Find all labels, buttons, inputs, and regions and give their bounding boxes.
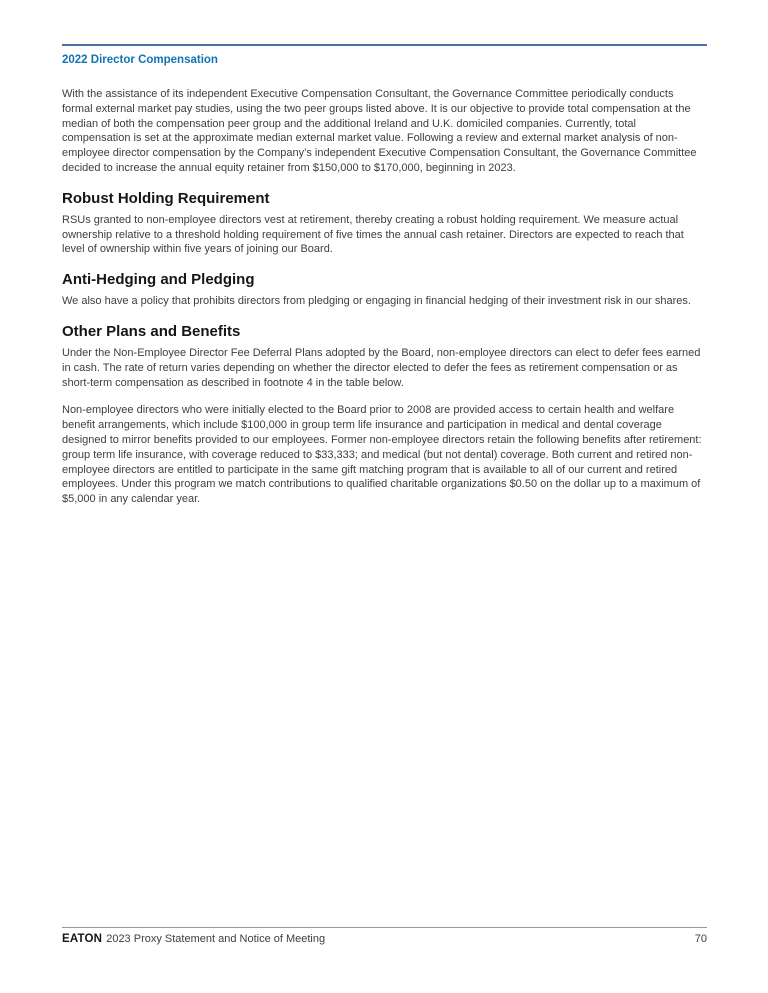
page-footer <box>62 927 707 945</box>
section-heading-robust-holding-requirement: Robust Holding Requirement <box>62 189 270 207</box>
footer-rule <box>62 927 707 928</box>
footer-page-number: 70 <box>694 933 707 945</box>
section-paragraph: We also have a policy that prohibits directors from pledging or engaging in financial hedging of their investment risk in our shares. <box>62 295 691 308</box>
section-paragraph: Under the Non-Employee Director Fee Deferral Plans adopted by the Board, non-employee directors can elect to defer fees earned in cash. The rate of return varies depending on whether the director elected to defer the fees as retirement compensation or as short-term compensation as described in footnote 4 in the table below. <box>62 346 701 389</box>
section-heading-anti-hedging-and-pledging: Anti-Hedging and Pledging <box>62 271 255 289</box>
footer-brand: EATON <box>62 933 103 945</box>
footer-doc-title: 2023 Proxy Statement and Notice of Meeting <box>106 933 326 945</box>
header-rule <box>62 44 707 46</box>
page-content <box>62 44 707 507</box>
intro-paragraph: With the assistance of its independent Executive Compensation Consultant, the Governance Committee periodically conducts formal external market pay studies, using the two peer groups listed above. It is our objective to provide total compensation at the median of both the compensation peer group and the additional Ireland and U.K. domiciled companies. Currently, total compensation is set at the approximate median external market value. Following a review and external market analysis of non-employee director compensation by the Company’s independent Executive Compensation Consultant, the Governance Committee decided to increase the annual equity retainer from $150,000 to $170,000, beginning in 2023. <box>62 88 697 174</box>
section-paragraph: Non-employee directors who were initially elected to the Board prior to 2008 are provided access to certain health and welfare benefit arrangements, which include $100,000 in group term life insurance and participation in medical and dental coverage designed to mirror benefits provided to our employees. Former non-employee directors retain the following benefits after retirement: group term life insurance, with coverage reduced to $33,333; and medical (but not dental) coverage. Both current and retired non-employee directors are entitled to participate in the same gift matching program that is available to all of our current and retired employees. Under this program we match contributions to qualified charitable organizations $0.50 on the dollar up to a maximum of $5,000 in any calendar year. <box>62 404 702 506</box>
page-section-title: 2022 Director Compensation <box>62 54 218 66</box>
footer-line <box>62 933 707 945</box>
footer-left <box>62 933 325 945</box>
section-paragraph: RSUs granted to non-employee directors vest at retirement, thereby creating a robust holding requirement. We measure actual ownership relative to a threshold holding requirement of five times the annual cash retainer. Directors are expected to reach that level of ownership within five years of joining our Board. <box>62 213 684 256</box>
section-heading-other-plans-and-benefits: Other Plans and Benefits <box>62 322 241 340</box>
